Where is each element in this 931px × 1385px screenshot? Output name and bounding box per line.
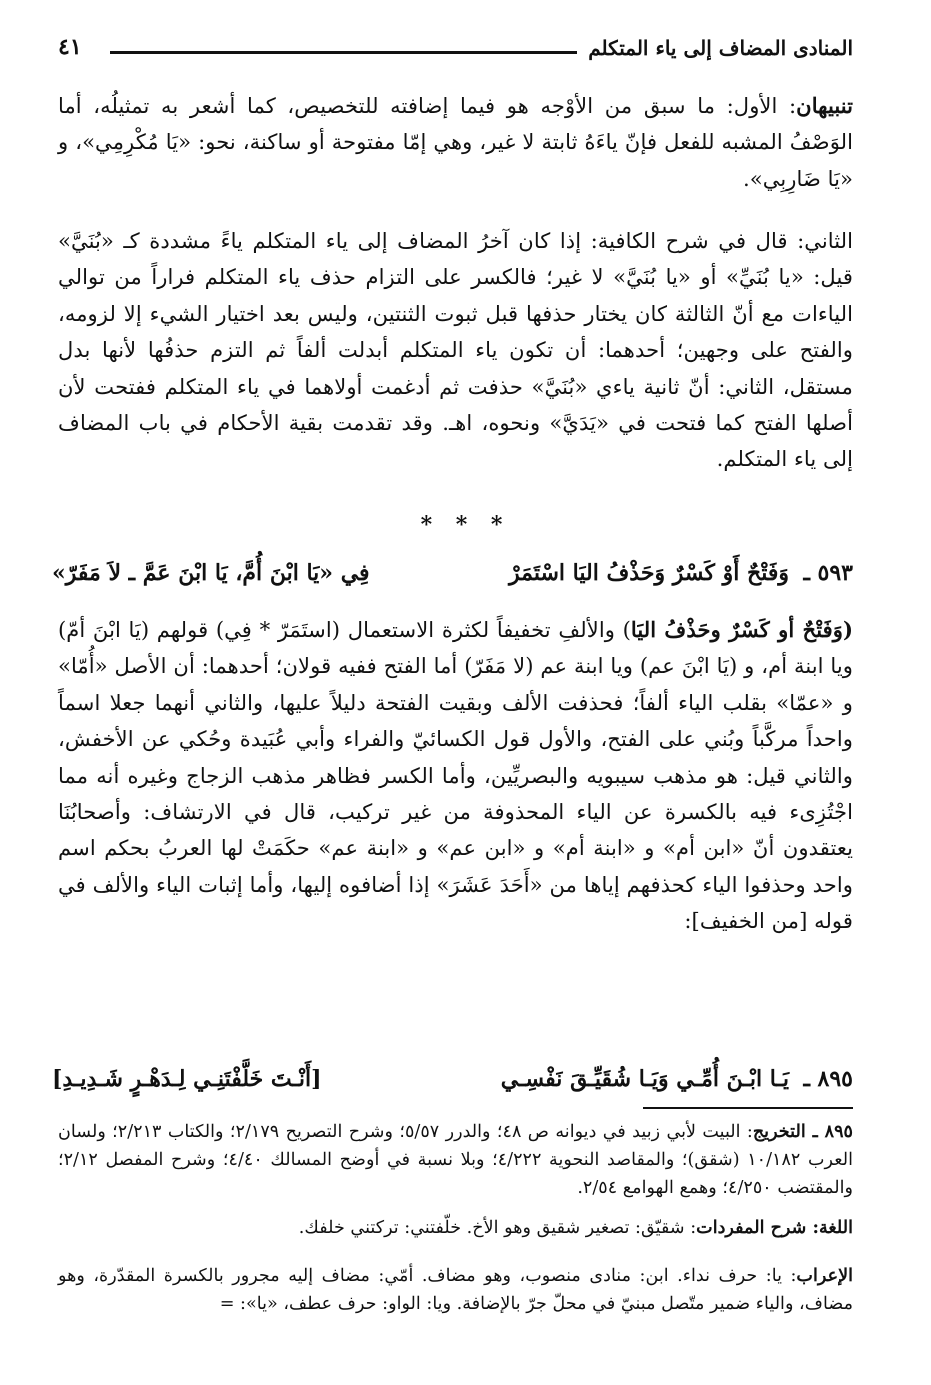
verse-593-number: ٥٩٣ ـ	[803, 560, 853, 586]
lugha-label: اللغة: شرح المفردات	[696, 1217, 853, 1238]
verse-895-first-hemistich: يَـا ابْـنَ أُمِّـي وَيَـا شُقَيِّـقَ نَفْسِـي	[500, 1066, 789, 1092]
commentary-body: ) والألفِ تخفيفاً لكثرة الاستعمال (استَمَرّ * فِي) قولهم (يَا ابْنَ أمّ) ويا ابنة أم، و (يَا ابْنَ عم) ويا ابنة عم (لا مَفَرّ) أما الفتح ففيه قولان؛ أحدهما: أن الأصل «أُمّا» و «عمّا» بقلب الياء ألفاً؛ فحذفت الألف وبقيت الفتحة دليلاً عليها، والثاني أنهما جعلا اسماً واحداً مركَّباً وبُني على الفتح، والأول قول الكسائيّ والفراء وأبي عُبَيدة وحُكي عن الأخفش، والثاني قيل: هو مذهب سيبويه والبصريِّين، وأما الكسر فظاهر مذهب الزجاج وغيره أنه مما اجْتُزِىء فيه بالكسرة عن الياء المحذوفة من غير تركيب، قال في الارتشاف: وأصحابُنَا يعتقدون أنّ «ابن أم» و «ابنة أم» و «ابن عم» و «ابنة عم» حكَمَتْ لها العربُ بحكم اسم واحد وحذفوا الياء كحذفهم إياها من «أَحَدَ عَشَرَ» إذا أضافوه إليها، وأما إثبات الياء والألف في قوله [من الخفيف]:	[58, 617, 853, 934]
note-first-label: الأول	[733, 93, 778, 118]
verse-895-number: ٨٩٥ ـ	[803, 1066, 853, 1092]
note-first-text: : ما سبق من الأوْجه هو فيما إضافته للتخصيص، كما أشعر به تمثيلُه، أما الوَصْفُ المشبه للفعل فإنّ ياءَهُ ثابتة لا غير، وهي إمّا مفتوحة أو ساكنة، نحو: «يَا مُكْرِمِي»، و «يَا ضَارِبِي».	[58, 93, 853, 191]
takhrij-label: ٨٩٥ ـ التخريج	[752, 1121, 853, 1142]
footnote-lugha	[58, 1214, 853, 1242]
header-rule	[110, 51, 577, 54]
note-second-label: الثاني	[804, 228, 853, 253]
notes-heading: تنبيهان	[796, 93, 854, 118]
irab-label: الإعراب	[796, 1265, 853, 1286]
footnote-takhrij	[58, 1118, 853, 1202]
irab-text: : يا: حرف نداء. ابن: منادى منصوب، وهو مضاف. أمّي: مضاف إليه مجرور بالكسرة المقدّرة، وهو مضاف، والياء ضمير متّصل مبنيّ في محلّ جرّ بالإضافة. ويا: الواو: حرف عطف، «يا»: =	[58, 1266, 853, 1314]
footnote-irab	[58, 1262, 853, 1318]
note-first: تنبيهان: الأول: ما سبق من الأوْجه هو فيما إضافته للتخصيص، كما أشعر به تمثيلُه، أما الوَصْفُ المشبه للفعل فإنّ ياءَهُ ثابتة لا غير، وهي إمّا مفتوحة أو ساكنة، نحو: «يَا مُكْرِمِي»، و «يَا ضَارِبِي».	[58, 93, 854, 191]
commentary-bold-head: (وَفَتْحٌ أو كَسْرٌ وحَذْفُ اليَا	[630, 617, 853, 642]
takhrij-text: : البيت لأبي زبيد في ديوانه ص ٤٨؛ والدرر ٥/٥٧؛ وشرح التصريح ٢/١٧٩؛ والكتاب ٢/٢١٣؛ ولسان العرب ١٠/١٨٢ (شقق)؛ والمقاصد النحوية ٤/٢٢٢؛ وبلا نسبة في أوضح المسالك ٤/٤٠؛ وشرح المفصل ٢/١٢؛ والمقتضب ٤/٢٥٠؛ وهمع الهوامع ٢/٥٤.	[58, 1122, 853, 1198]
verse-593-first-hemistich: وَفَتْحٌ أَوْ كَسْرٌ وَحَذْفُ اليَا اسْتَمَرْ	[508, 560, 789, 586]
lugha-text: : شقيّق: تصغير شقيق وهو الأخ. خلّفتني: تركتني خلفك.	[298, 1218, 697, 1238]
note-second-text: : قال في شرح الكافية: إذا كان آخرُ المضاف إلى ياء المتكلم ياءً مشددة كـ «بُنَيَّ» قيل: «يا بُنَيِّ» أو «يا بُنَيَّ» لا غير؛ فالكسر على التزام حذف ياء المتكلم فراراً من توالي الياءات مع أنّ الثالثة كان يختار حذفها قبل ثبوت الثنتين، وليس بعد اختيار الشيء إلا لزومه، والفتح على وجهين؛ أحدهما: أن تكون ياء المتكلم أبدلت ألفاً ثم التزم حذفُها لأنها بدل مستقل، الثاني: أنّ ثانية ياءي «بُنَيَّ» حذفت ثم أدغمت أولاهما في ياء المتكلم ففتحت لأن أصلها الفتح كما فتحت في «يَدَيَّ» ونحوه، اهـ. وقد تقدمت بقية الأحكام في باب المضاف إلى ياء المتكلم.	[58, 228, 853, 472]
note-second	[58, 223, 853, 478]
commentary-text	[58, 612, 853, 940]
section-separator: * * *	[420, 512, 511, 538]
verse-593	[52, 560, 853, 600]
chapter-title: المنادى المضاف إلى ياء المتكلم	[588, 36, 853, 60]
verse-895	[52, 1066, 853, 1106]
verse-593-second-hemistich: فِي «يَا ابْنَ أُمَّ، يَا ابْنَ عَمَّ ـ لاَ مَفَرّ»	[52, 560, 370, 586]
running-header	[58, 36, 853, 70]
footnote-rule	[643, 1107, 853, 1109]
page-number: ٤١	[58, 34, 82, 60]
verse-895-second-hemistich: [أَنْـتَ خَلَّفْتَنِـي لِـدَهْـرٍ شَـدِيـدِ]	[52, 1066, 322, 1092]
